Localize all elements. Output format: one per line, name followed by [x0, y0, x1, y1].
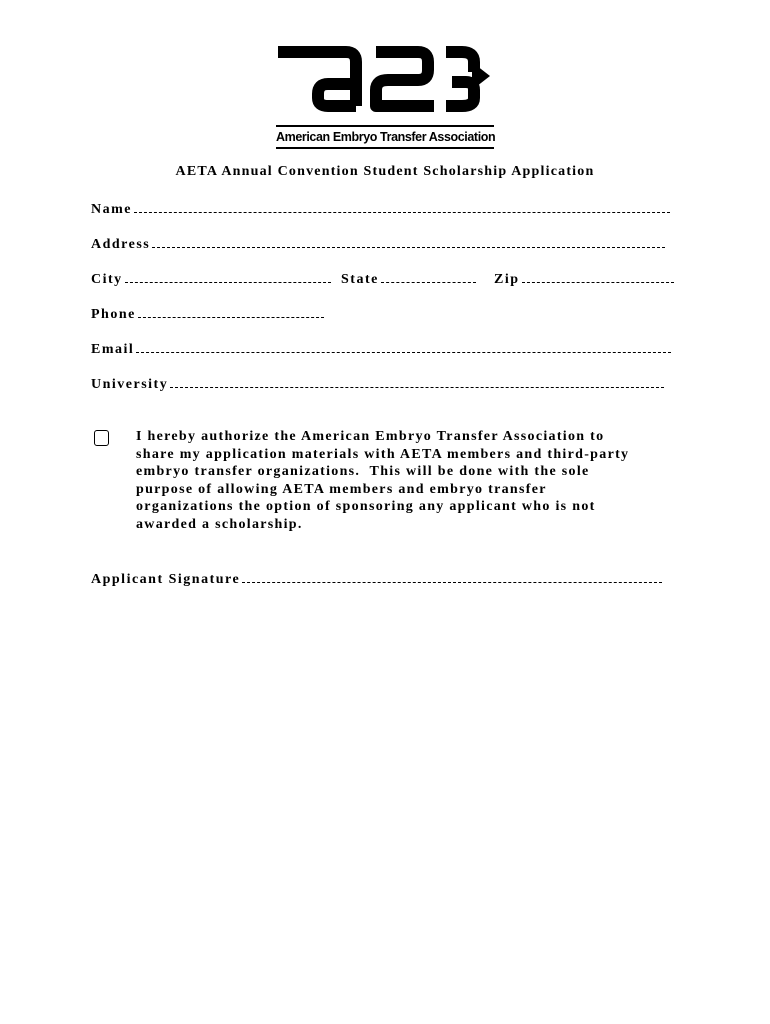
- consent-text: [136, 428, 696, 534]
- consent-line: organizations the option of sponsoring any applicant who is not: [136, 499, 596, 515]
- consent-checkbox[interactable]: [94, 430, 109, 446]
- name-line[interactable]: [134, 198, 670, 213]
- university-line[interactable]: [170, 373, 664, 388]
- university-field[interactable]: [91, 373, 664, 393]
- phone-label: Phone: [91, 307, 136, 322]
- address-line[interactable]: [152, 233, 665, 248]
- consent-line: share my application materials with AETA members and third-party: [136, 446, 630, 462]
- email-line[interactable]: [136, 338, 671, 353]
- state-label: State: [341, 272, 379, 287]
- signature-line[interactable]: [242, 568, 662, 583]
- address-label: Address: [91, 237, 151, 252]
- address-field[interactable]: [91, 233, 665, 253]
- city-label: City: [91, 272, 123, 287]
- page-title: AETA Annual Convention Student Scholarship Application: [175, 164, 595, 179]
- consent-line: embryo transfer organizations. This will be done with the sole: [136, 464, 590, 480]
- zip-field[interactable]: [494, 268, 674, 288]
- consent-line: awarded a scholarship.: [136, 516, 303, 532]
- city-line[interactable]: [125, 268, 331, 283]
- email-field[interactable]: [91, 338, 671, 358]
- phone-line[interactable]: [138, 303, 324, 318]
- consent-line: purpose of allowing AETA members and embryo transfer: [136, 481, 547, 497]
- name-label: Name: [91, 202, 132, 217]
- zip-line[interactable]: [522, 268, 674, 283]
- aeta-logo: [276, 44, 496, 146]
- logo-text: American Embryo Transfer Association: [276, 125, 494, 149]
- state-field[interactable]: [341, 268, 476, 288]
- aeta-logo-icon: [276, 44, 496, 124]
- signature-label: Applicant Signature: [91, 572, 241, 587]
- phone-field[interactable]: [91, 303, 324, 323]
- email-label: Email: [91, 342, 135, 357]
- university-label: University: [91, 377, 169, 392]
- city-field[interactable]: [91, 268, 331, 288]
- signature-field[interactable]: [91, 568, 662, 588]
- consent-line: I hereby authorize the American Embryo Transfer Association to: [136, 429, 605, 444]
- name-field[interactable]: [91, 198, 670, 218]
- state-line[interactable]: [381, 268, 476, 283]
- zip-label: Zip: [494, 272, 520, 287]
